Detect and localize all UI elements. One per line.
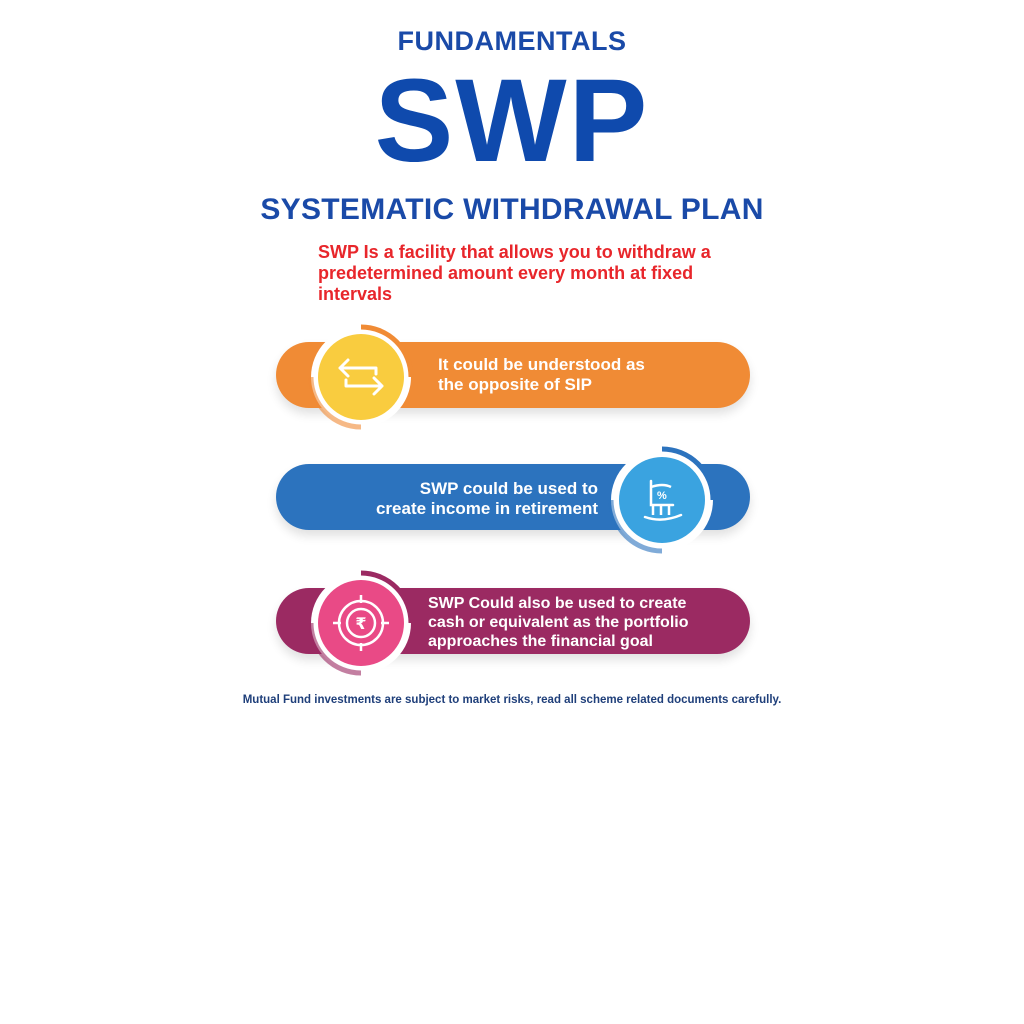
- card1-line1: It could be understood as: [438, 355, 645, 374]
- card3-text: [428, 594, 738, 651]
- page-subtitle: SYSTEMATIC WITHDRAWAL PLAN: [260, 193, 764, 226]
- svg-text:₹: ₹: [355, 614, 367, 633]
- description-text: SWP Is a facility that allows you to withdraw a predetermined amount every month at fixed intervals: [318, 242, 711, 304]
- disclaimer-text: Mutual Fund investments are subject to market risks, read all scheme related documents carefully.: [242, 694, 782, 706]
- kicker-label: FUNDAMENTALS: [397, 26, 627, 56]
- card2-badge: [619, 457, 705, 543]
- card2-line1: SWP could be used to: [419, 479, 598, 498]
- exchange-arrows-icon: [334, 350, 388, 404]
- card1-text: [438, 355, 738, 395]
- rupee-target-icon: [331, 593, 391, 653]
- page-title: SWP: [374, 55, 650, 187]
- card1-badge: [318, 334, 404, 420]
- card3-line1: SWP Could also be used to create: [428, 595, 687, 612]
- card1-line2: the opposite of SIP: [438, 375, 592, 394]
- card3-line3: approaches the financial goal: [428, 633, 653, 650]
- rocking-chair-percent-icon: [635, 473, 689, 527]
- card2-text: [300, 479, 598, 519]
- card3-line2: cash or equivalent as the portfolio: [428, 614, 689, 631]
- svg-text:%: %: [657, 490, 667, 502]
- card2-line2: create income in retirement: [375, 499, 598, 518]
- card3-badge: [318, 580, 404, 666]
